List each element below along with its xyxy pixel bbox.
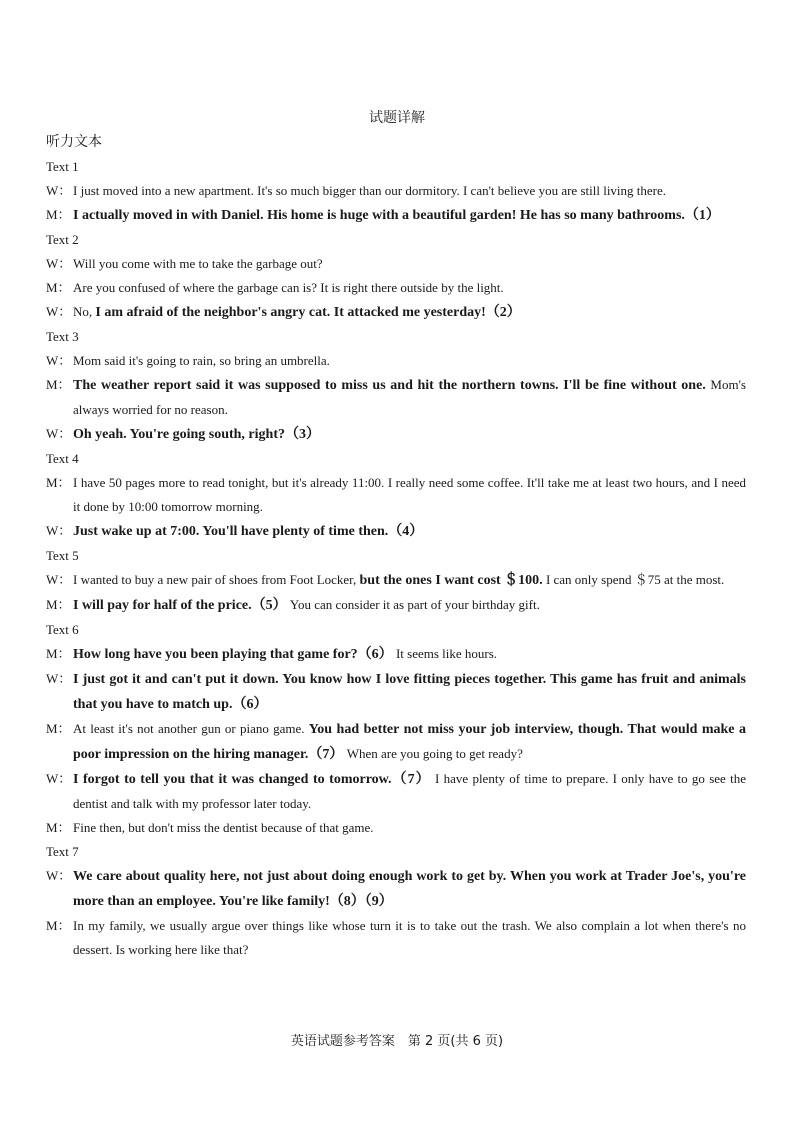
speaker-label: M： <box>46 280 71 295</box>
answer-evidence-text: I am afraid of the neighbor's angry cat. It attacked me yesterday!（2） <box>95 305 521 320</box>
answer-evidence-text: I will pay for half of the price.（5） <box>73 598 287 613</box>
dialogue-segment: At least it's not another gun or piano game. <box>73 721 309 736</box>
transcript-body <box>46 155 746 962</box>
dialogue-text <box>73 349 746 373</box>
answer-evidence-text: Just wake up at 7:00. You'll have plenty of time then.（4） <box>73 524 424 539</box>
dialogue-line <box>46 568 746 593</box>
text-label: Text 3 <box>46 329 79 344</box>
dialogue-text <box>73 276 746 300</box>
text-label: Text 4 <box>46 451 79 466</box>
speaker-label: M： <box>46 646 71 661</box>
answer-evidence-text: We care about quality here, not just about doing enough work to get by. When you work at Trader Joe's, you're more than an employee. You're like family!（8）（9） <box>73 869 746 909</box>
speaker-label: M： <box>46 475 71 490</box>
speaker-label: W： <box>46 183 72 198</box>
answer-evidence-text: How long have you been playing that game for?（6） <box>73 647 393 662</box>
dialogue-text <box>73 642 746 667</box>
page-footer: 英语试题参考答案 第 2 页(共 6 页) <box>290 1034 504 1049</box>
dialogue-segment: Fine then, but don't miss the dentist because of that game. <box>73 820 374 835</box>
dialogue-segment: It seems like hours. <box>392 646 498 661</box>
dialogue-line <box>46 203 746 228</box>
speaker-label: W： <box>46 523 72 538</box>
speaker-label: W： <box>46 572 72 587</box>
speaker-label: M： <box>46 597 71 612</box>
answer-evidence-text: Oh yeah. You're going south, right?（3） <box>73 427 320 442</box>
speaker-label: W： <box>46 256 72 271</box>
speaker-label: W： <box>46 426 72 441</box>
dialogue-line <box>46 816 746 840</box>
answer-evidence-text: but the ones I want cost ＄100. <box>359 573 543 588</box>
dialogue-segment: Mom's always worried for no reason. <box>73 377 746 417</box>
dialogue-segment: Will you come with me to take the garbage out? <box>73 256 323 271</box>
dialogue-segment: I have plenty of time to prepare. I only have to go see the dentist and talk with my professor later today. <box>73 771 746 811</box>
text-label: Text 5 <box>46 548 79 563</box>
dialogue-line <box>46 179 746 203</box>
dialogue-text <box>73 593 746 618</box>
dialogue-line <box>46 276 746 300</box>
dialogue-text <box>73 667 746 717</box>
dialogue-text <box>73 252 746 276</box>
answer-evidence-text: You had better not miss your job interview, though. That would make a poor impression on the hiring manager.（7） <box>73 722 746 762</box>
speaker-label: W： <box>46 671 72 686</box>
dialogue-text <box>73 816 746 840</box>
answer-evidence-text: The weather report said it was supposed to miss us and hit the northern towns. I'll be fine without one. <box>73 378 711 393</box>
dialogue-line <box>46 349 746 373</box>
dialogue-text <box>73 179 746 203</box>
dialogue-line <box>46 300 746 325</box>
page-title: 试题详解 <box>369 110 425 126</box>
speaker-label: W： <box>46 353 72 368</box>
dialogue-line <box>46 914 746 962</box>
dialogue-text <box>73 767 746 816</box>
dialogue-line <box>46 767 746 816</box>
dialogue-segment: Are you confused of where the garbage can is? It is right there outside by the light. <box>73 280 504 295</box>
dialogue-text <box>73 864 746 914</box>
speaker-label: W： <box>46 771 72 786</box>
dialogue-line <box>46 593 746 618</box>
speaker-label: M： <box>46 207 71 222</box>
dialogue-segment: You can consider it as part of your birthday gift. <box>286 597 540 612</box>
dialogue-line <box>46 422 746 447</box>
answer-evidence-text: I just got it and can't put it down. You know how I love fitting pieces together. This game has fruit and animals that you have to match up.（6） <box>73 672 746 712</box>
dialogue-segment: I have 50 pages more to read tonight, but it's already 11:00. I really need some coffee. It'll take me at least two hours, and I need it done by 10:00 tomorrow morning. <box>73 475 746 514</box>
dialogue-segment: I just moved into a new apartment. It's so much bigger than our dormitory. I can't believe you are still living there. <box>73 183 667 198</box>
dialogue-line <box>46 717 746 767</box>
answer-evidence-text: I forgot to tell you that it was changed to tomorrow.（7） <box>73 772 431 787</box>
dialogue-line <box>46 864 746 914</box>
dialogue-text <box>73 373 746 422</box>
dialogue-line <box>46 252 746 276</box>
dialogue-text <box>73 300 746 325</box>
dialogue-text <box>73 203 746 228</box>
dialogue-line <box>46 373 746 422</box>
dialogue-text <box>73 519 746 544</box>
text-label: Text 6 <box>46 622 79 637</box>
speaker-label: W： <box>46 304 72 319</box>
dialogue-text <box>73 471 746 519</box>
speaker-label: M： <box>46 820 71 835</box>
dialogue-text <box>73 422 746 447</box>
dialogue-segment: When are you going to get ready? <box>343 746 523 761</box>
dialogue-segment: No, <box>73 304 96 319</box>
section-heading: 听力文本 <box>46 134 102 150</box>
dialogue-text <box>73 568 746 593</box>
dialogue-line <box>46 642 746 667</box>
dialogue-segment: I wanted to buy a new pair of shoes from Foot Locker, <box>73 572 360 587</box>
dialogue-text <box>73 914 746 962</box>
text-label: Text 7 <box>46 844 79 859</box>
text-label: Text 1 <box>46 159 79 174</box>
answer-evidence-text: I actually moved in with Daniel. His home is huge with a beautiful garden! He has so many bathrooms.（1） <box>73 208 720 223</box>
dialogue-segment: In my family, we usually argue over things like whose turn it is to take out the trash. We also complain a lot when there's no dessert. Is working here like that? <box>73 918 746 957</box>
dialogue-text <box>73 717 746 767</box>
speaker-label: M： <box>46 918 71 933</box>
dialogue-segment: Mom said it's going to rain, so bring an umbrella. <box>73 353 330 368</box>
speaker-label: W： <box>46 868 72 883</box>
speaker-label: M： <box>46 377 71 392</box>
dialogue-segment: I can only spend ＄75 at the most. <box>542 572 725 587</box>
dialogue-line <box>46 471 746 519</box>
speaker-label: M： <box>46 721 71 736</box>
dialogue-line <box>46 519 746 544</box>
text-label: Text 2 <box>46 232 79 247</box>
dialogue-line <box>46 667 746 717</box>
